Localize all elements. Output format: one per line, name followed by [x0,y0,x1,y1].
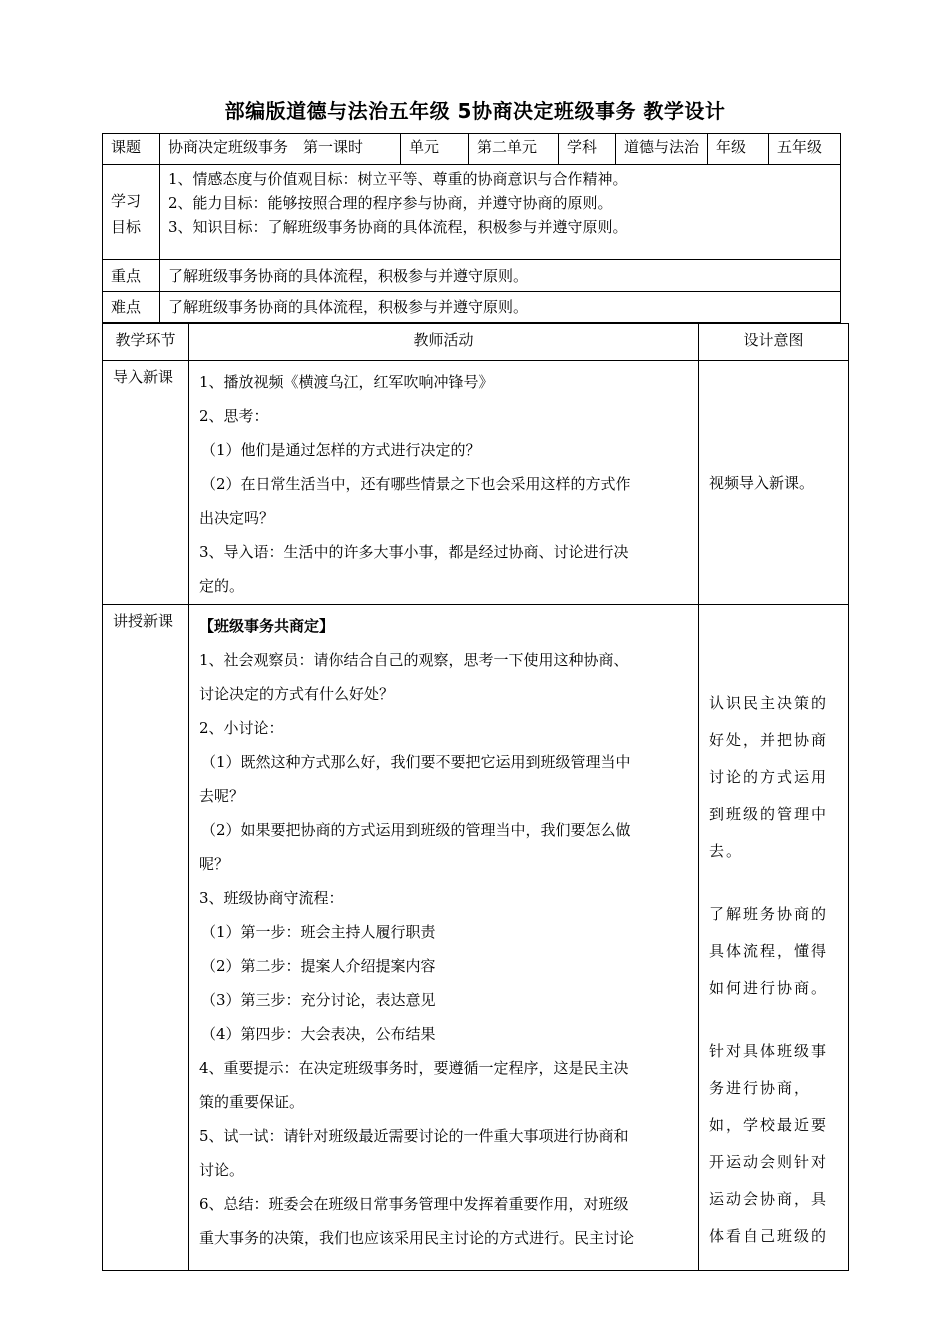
header-activity: 教师活动 [189,324,699,361]
intent-line: 去。 [709,842,744,860]
activity-line: （1）既然这种方式那么好，我们要不要把它运用到班级管理当中 [201,753,631,771]
teach-intent [699,605,849,1271]
activity-line: 3、导入语：生活中的许多大事小事，都是经过协商、讨论进行决 [199,543,629,561]
activity-line: 定的。 [199,577,245,595]
goals-row [103,165,841,260]
grade-value: 五年级 [769,134,841,165]
activity-line: 去呢？ [199,787,245,805]
grade-label: 年级 [708,134,769,165]
difficulty-value: 了解班级事务协商的具体流程，积极参与并遵守原则。 [160,292,841,323]
intent-line: 针对具体班级事 [709,1042,829,1060]
activity-line: 1、社会观察员：请你结合自己的观察，思考一下使用这种协商、 [199,651,629,669]
intro-stage: 导入新课 [103,361,189,605]
activity-line: 2、小讨论： [199,719,284,737]
difficulty-label: 难点 [103,292,160,323]
intent-line: 具体流程，懂得 [709,942,829,960]
intent-line: 体看自己班级的 [709,1227,829,1245]
goal-item: 3、知识目标：了解班级事务协商的具体流程，积极参与并遵守原则。 [168,218,628,236]
header-stage: 教学环节 [103,324,189,361]
header-intent: 设计意图 [699,324,849,361]
intent-line: 讨论的方式运用 [709,768,829,786]
activity-line: 6、总结：班委会在班级日常事务管理中发挥着重要作用，对班级 [199,1195,629,1213]
goals-content [160,165,841,260]
activity-line: 出决定吗？ [199,509,275,527]
intent-line: 如，学校最近要 [709,1116,829,1134]
activity-line: 重大事务的决策，我们也应该采用民主讨论的方式进行。民主讨论 [199,1229,635,1247]
teach-stage: 讲授新课 [103,605,189,1271]
intent-line: 如何进行协商。 [709,979,829,997]
difficulty-row [103,292,841,323]
activity-line: 5、试一试：请针对班级最近需要讨论的一件重大事项进行协商和 [199,1127,629,1145]
topic-value: 协商决定班级事务 第一课时 [160,134,401,165]
activity-line: （2）在日常生活当中，还有哪些情景之下也会采用这样的方式作 [201,475,631,493]
key-point-row [103,260,841,292]
activity-line: 讨论决定的方式有什么好处？ [199,685,395,703]
subject-value: 道德与法治 [616,134,708,165]
intent-line: 开运动会则针对 [709,1153,829,1171]
topic-label: 课题 [103,134,160,165]
intent-line: 好处，并把协商 [709,731,829,749]
document-title: 部编版道德与法治五年级 5协商决定班级事务 教学设计 [224,99,726,123]
intent-line: 认识民主决策的 [709,694,829,712]
activity-line: （1）第一步：班会主持人履行职责 [201,923,436,941]
intro-activity [189,361,699,605]
unit-label: 单元 [401,134,469,165]
intent-line: 到班级的管理中 [709,805,829,823]
activity-line: 讨论。 [199,1161,245,1179]
activity-line: 2、思考： [199,407,269,425]
activity-line: （2）如果要把协商的方式运用到班级的管理当中，我们要怎么做 [201,821,631,839]
goals-label: 学习 目标 [103,165,160,260]
activity-line: 呢？ [199,855,230,873]
intent-line: 运动会协商，具 [709,1190,829,1208]
teaching-plan-table [102,323,849,1271]
teach-row [103,605,849,1271]
activity-line: （4）第四步：大会表决，公布结果 [201,1025,436,1043]
activity-line: （3）第三步：充分讨论，表达意见 [201,991,436,1009]
key-point-label: 重点 [103,260,160,292]
unit-value: 第二单元 [469,134,559,165]
activity-line: 策的重要保证。 [199,1093,305,1111]
activity-line: 1、播放视频《横渡乌江，红军吹响冲锋号》 [199,373,494,391]
intent-line: 了解班务协商的 [709,905,829,923]
key-point-value: 了解班级事务协商的具体流程，积极参与并遵守原则。 [160,260,841,292]
intent-line: 务进行协商， [709,1079,812,1097]
activity-line: （1）他们是通过怎样的方式进行决定的？ [201,441,481,459]
subject-label: 学科 [559,134,616,165]
activity-line: 3、班级协商守流程： [199,889,344,907]
intro-row [103,361,849,605]
intro-intent: 视频导入新课。 [699,361,849,605]
info-row [103,134,841,165]
goal-item: 1、情感态度与价值观目标：树立平等、尊重的协商意识与合作精神。 [168,170,628,188]
teach-activity [189,605,699,1271]
activity-line: （2）第二步：提案人介绍提案内容 [201,957,436,975]
section-heading: 【班级事务共商定】 [199,617,335,635]
course-info-table [102,133,841,323]
activity-line: 4、重要提示：在决定班级事务时，要遵循一定程序，这是民主决 [199,1059,629,1077]
goal-item: 2、能力目标：能够按照合理的程序参与协商，并遵守协商的原则。 [168,194,613,212]
plan-header-row [103,324,849,361]
